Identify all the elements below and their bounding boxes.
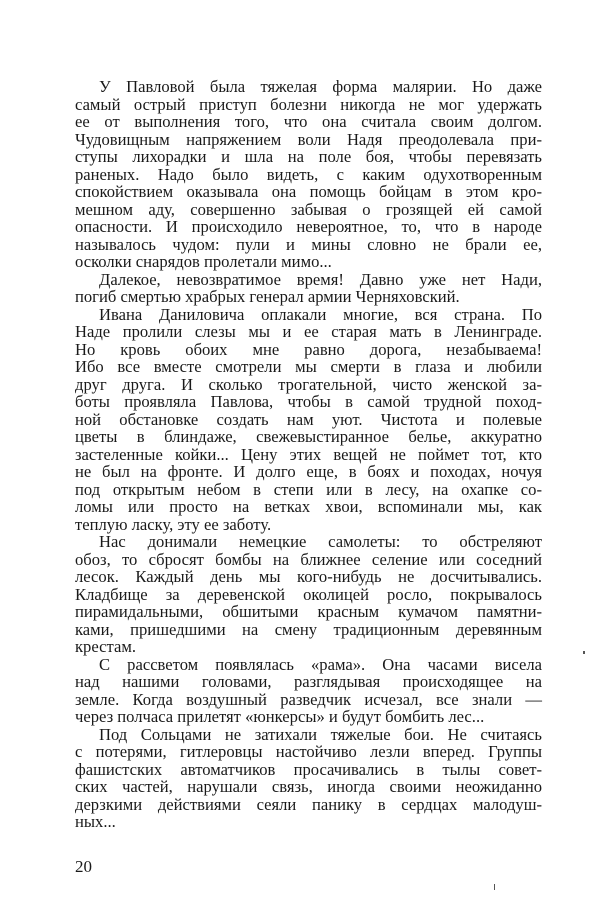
text-line: самый острый приступ болезни никогда не мог удержать xyxy=(75,94,542,114)
text-line: раненых. Надо было видеть, с каким одухотворенным xyxy=(75,164,542,184)
text-line: У Павловой была тяжелая форма малярии. Но даже xyxy=(99,77,542,96)
scan-speck xyxy=(583,651,585,654)
text-line: погиб смертью храбрых генерал армии Черняховский. xyxy=(75,287,460,306)
text-line: земле. Когда воздушный разведчик исчезал, все знали — xyxy=(75,689,542,709)
text-line: крестам. xyxy=(75,637,136,656)
page-body-text xyxy=(75,78,542,831)
text-line: застеленные койки... Цену этих вещей не поймет тот, кто xyxy=(75,444,542,464)
text-line: Кладбище за деревенской околицей росло, покрывалось xyxy=(75,584,542,604)
text-line: называлось чудом: пули и мины словно не брали ее, xyxy=(75,234,542,254)
text-line: Наде пролили слезы мы и ее старая мать в Ленинграде. xyxy=(75,322,542,341)
text-line: спокойствием оказывала она помощь бойцам в этом кро- xyxy=(75,182,542,201)
text-line: мешном аду, совершенно забывая о грозящей ей самой xyxy=(75,199,542,219)
page-number: 20 xyxy=(75,857,92,876)
text-line: боты проявляла Павлова, чтобы в самой трудной поход- xyxy=(75,392,542,411)
text-line: ной обстановке создать нам уют. Чистота и полевые xyxy=(75,409,542,429)
text-line: Под Сольцами не затихали тяжелые бои. Не считаясь xyxy=(99,724,542,744)
text-line: лесок. Каждый день мы кого-нибудь не досчитывались. xyxy=(75,567,542,586)
text-line: фашистских автоматчиков просачивались в тылы совет- xyxy=(75,759,542,779)
text-line: Ивана Даниловича оплакали многие, вся страна. По xyxy=(99,304,542,324)
text-line: через полчаса прилетят «юнкерсы» и будут бомбить лес... xyxy=(75,707,485,726)
scan-speck xyxy=(494,884,495,890)
text-line: друг друга. И сколько трогательной, чисто женской за- xyxy=(75,374,542,394)
text-line: пирамидальными, обшитыми красным кумачом памятни- xyxy=(75,602,542,621)
text-line: под открытым небом в степи или в лесу, на охапке со- xyxy=(75,479,542,499)
text-line: ее от выполнения того, что она считала своим долгом. xyxy=(75,112,542,131)
text-line: с потерями, гитлеровцы настойчиво лезли вперед. Группы xyxy=(75,742,542,761)
text-line: Нас донимали немецкие самолеты: то обстреляют xyxy=(99,532,542,551)
text-line: ских частей, нарушали связь, иногда своими неожиданно xyxy=(75,777,542,796)
text-line: над нашими головами, разглядывая происходящее на xyxy=(75,672,542,691)
text-line: ных... xyxy=(75,812,116,831)
text-line: дерзкими действиями сеяли панику в сердцах малодуш- xyxy=(75,794,542,814)
text-line: ломы или просто на ветках хвои, вспоминали мы, как xyxy=(75,497,542,516)
text-line: Но кровь обоих мне равно дорога, незабываема! xyxy=(75,339,542,359)
text-line: опасности. И происходило невероятное, то, что в народе xyxy=(75,217,542,236)
text-line: обоз, то сбросят бомбы на ближнее селение или соседний xyxy=(75,549,542,569)
text-line: ступы лихорадки и шла на поле боя, чтобы перевязать xyxy=(75,147,542,166)
text-line: ками, пришедшими на смену традиционным деревянным xyxy=(75,619,542,639)
text-line: осколки снарядов пролетали мимо... xyxy=(75,252,332,271)
text-line: не был на фронте. И долго еще, в боях и походах, ночуя xyxy=(75,462,542,481)
text-line: С рассветом появлялась «рама». Она часами висела xyxy=(99,654,542,674)
text-line: Чудовищным напряжением воли Надя преодолевала при- xyxy=(75,129,542,149)
text-line: Далекое, невозвратимое время! Давно уже нет Нади, xyxy=(99,269,542,289)
text-line: теплую ласку, эту ее заботу. xyxy=(75,514,272,534)
text-line: цветы в блиндаже, свежевыстиранное белье, аккуратно xyxy=(75,427,542,446)
text-line: Ибо все вместе смотрели мы смерти в глаза и любили xyxy=(75,357,542,376)
